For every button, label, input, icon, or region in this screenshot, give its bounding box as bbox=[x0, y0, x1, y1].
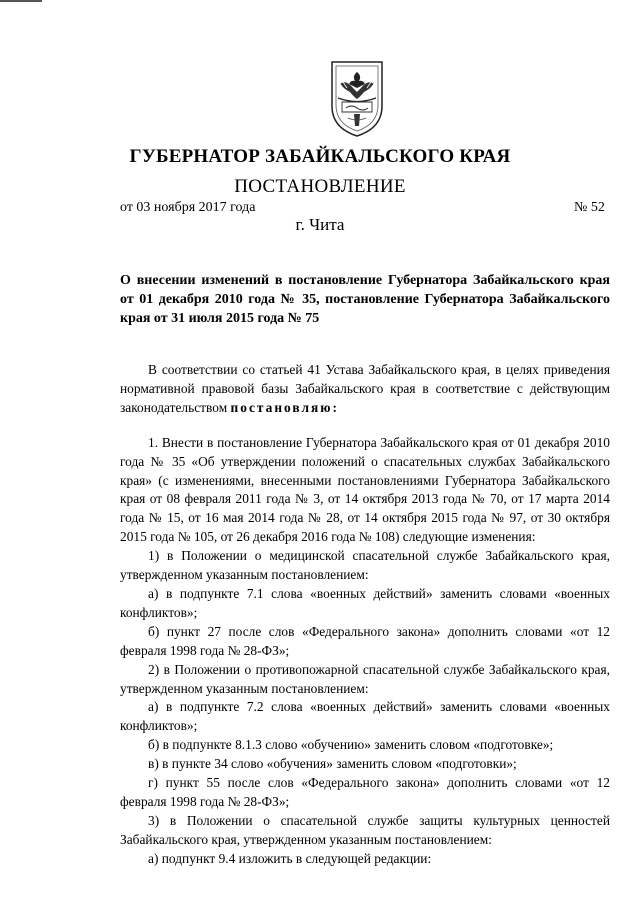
body-paragraph-1: 1. Внести в постановление Губернатора Забайкальского края от 01 декабря 2010 года № 35 «Об утверждении положений о спасательных службах Забайкальского края» (с изменениями, внесенными постановлениями Губернатора Забайкальского края от 08 февраля 2011 года № 3, от 14 октября 2013 года № 70, от 17 марта 2014 года № 15, от 16 мая 2014 года № 28, от 14 октября 2015 года № 97, от 30 октября 2015 года № 105, от 26 декабря 2016 года № 108) следующие изменения: bbox=[120, 434, 610, 545]
document-date: от 03 ноября 2017 года bbox=[120, 200, 256, 215]
governor-title: ГУБЕРНАТОР ЗАБАЙКАЛЬСКОГО КРАЯ bbox=[129, 146, 511, 167]
document-number: № 52 bbox=[574, 200, 605, 215]
document-type: ПОСТАНОВЛЕНИЕ bbox=[234, 176, 406, 197]
preamble-keyword: постановляю: bbox=[230, 399, 339, 415]
body-paragraph-7: б) в подпункте 8.1.3 слово «обучению» заменить словом «подготовке»; bbox=[148, 737, 554, 753]
body-paragraph-3: а) в подпункте 7.1 слова «военных действий» заменить словами «военных конфликтов»; bbox=[120, 585, 610, 620]
body-paragraph-9: г) пункт 55 после слов «Федерального закона» дополнить словами «от 12 февраля 1998 года № 28-ФЗ»; bbox=[120, 775, 610, 809]
coat-of-arms-emblem bbox=[328, 58, 386, 140]
preamble-paragraph bbox=[120, 361, 610, 418]
scan-edge-line bbox=[0, 0, 42, 2]
body-paragraph-2: 1) в Положении о медицинской спасательной службе Забайкальского края, утвержденном указанным постановлением: bbox=[120, 548, 610, 583]
body-paragraph-11: а) подпункт 9.4 изложить в следующей редакции: bbox=[148, 850, 432, 866]
body-paragraph-10: 3) в Положении о спасательной службе защиты культурных ценностей Забайкальского края, утвержденном указанным постановлением: bbox=[120, 812, 610, 847]
document-subject: О внесении изменений в постановление Губернатора Забайкальского края от 01 декабря 2010 года № 35, постановление Губернатора Забайкальского края от 31 июля 2015 года № 75 bbox=[120, 273, 610, 326]
preamble-text: В соответствии со статьей 41 Устава Забайкальского края, в целях приведения нормативной правовой базы Забайкальского края в соответствие с действующим законодательством bbox=[120, 362, 610, 415]
body-paragraph-4: б) пункт 27 после слов «Федерального закона» дополнить словами «от 12 февраля 1998 года № 28-ФЗ»; bbox=[120, 623, 610, 658]
body-paragraph-5: 2) в Положении о противопожарной спасательной службе Забайкальского края, утвержденном указанным постановлением: bbox=[120, 661, 610, 696]
body-paragraph-6: а) в подпункте 7.2 слова «военных действий» заменить словами «военных конфликтов»; bbox=[120, 699, 610, 734]
eagle-shield-icon bbox=[328, 58, 386, 140]
body-paragraph-8: в) в пункте 34 слово «обучения» заменить словом «подготовки»; bbox=[148, 756, 517, 772]
document-body bbox=[120, 361, 610, 869]
document-city: г. Чита bbox=[295, 215, 345, 234]
